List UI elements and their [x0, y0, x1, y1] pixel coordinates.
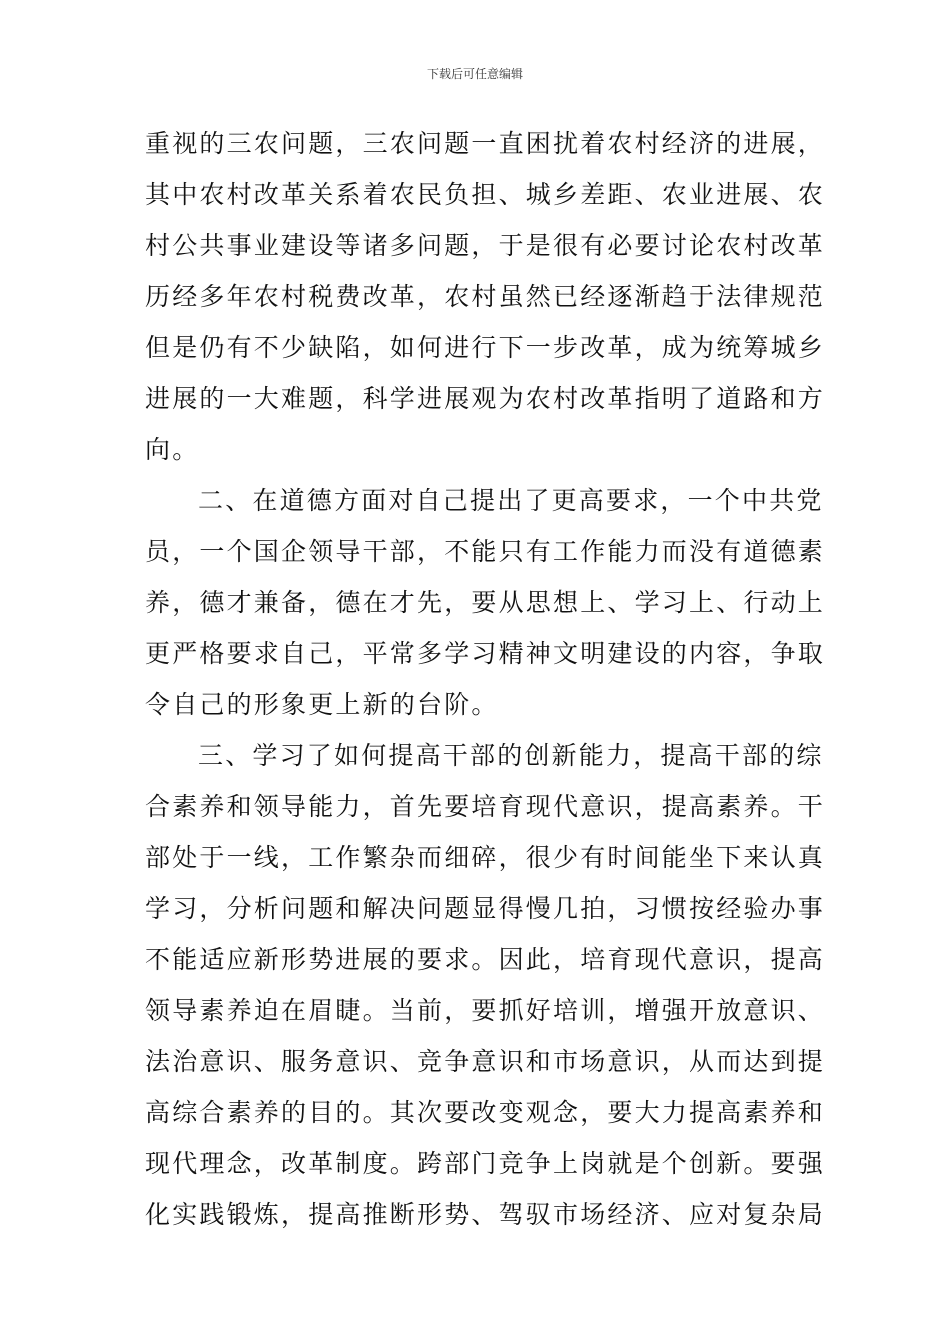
- paragraph-3-line-3: 部处于一线，工作繁杂而细碎，很少有时间能坐下来认真: [145, 843, 826, 872]
- paragraph-3-line-9: 现代理念，改革制度。跨部门竞争上岗就是个创新。要强: [145, 1149, 826, 1178]
- paragraph-3-line-10: 化实践锻炼，提高推断形势、驾驭市场经济、应对复杂局: [145, 1200, 826, 1229]
- paragraph-2-line-1: 二、在道德方面对自己提出了更高要求，一个中共党: [198, 486, 824, 515]
- paragraph-2-line-4: 更严格要求自己，平常多学习精神文明建设的内容，争取: [145, 639, 826, 668]
- paragraph-2-line-3: 养，德才兼备，德在才先，要从思想上、学习上、行动上: [145, 588, 826, 617]
- paragraph-1-line-2: 其中农村改革关系着农民负担、城乡差距、农业进展、农: [145, 180, 826, 209]
- paragraph-3-line-6: 领导素养迫在眉睫。当前，要抓好培训，增强开放意识、: [145, 996, 826, 1025]
- paragraph-3-line-2: 合素养和领导能力，首先要培育现代意识，提高素养。干: [145, 792, 826, 821]
- paragraph-3-line-4: 学习，分析问题和解决问题显得慢几拍，习惯按经验办事: [145, 894, 826, 923]
- paragraph-2-line-2: 员，一个国企领导干部，不能只有工作能力而没有道德素: [145, 537, 826, 566]
- paragraph-3-line-1: 三、学习了如何提高干部的创新能力，提高干部的综: [198, 741, 824, 770]
- page-header: 下载后可任意编辑: [426, 67, 523, 81]
- paragraph-3-line-5: 不能适应新形势进展的要求。因此，培育现代意识，提高: [145, 945, 826, 974]
- paragraph-3-line-7: 法治意识、服务意识、竞争意识和市场意识，从而达到提: [145, 1047, 826, 1076]
- paragraph-1-line-6: 进展的一大难题，科学进展观为农村改革指明了道路和方: [145, 384, 826, 413]
- paragraph-3-line-8: 高综合素养的目的。其次要改变观念，要大力提高素养和: [145, 1098, 826, 1127]
- paragraph-1-line-1: 重视的三农问题，三农问题一直困扰着农村经济的进展，: [145, 129, 826, 158]
- paragraph-1-line-5: 但是仍有不少缺陷，如何进行下一步改革，成为统筹城乡: [145, 333, 826, 362]
- document-body: [145, 118, 826, 1240]
- paragraph-2-line-5: 令自己的形象更上新的台阶。: [145, 690, 499, 719]
- paragraph-1-line-7: 向。: [145, 435, 200, 464]
- paragraph-1-line-4: 历经多年农村税费改革，农村虽然已经逐渐趋于法律规范: [145, 282, 826, 311]
- paragraph-1-line-3: 村公共事业建设等诸多问题，于是很有必要讨论农村改革: [145, 231, 826, 260]
